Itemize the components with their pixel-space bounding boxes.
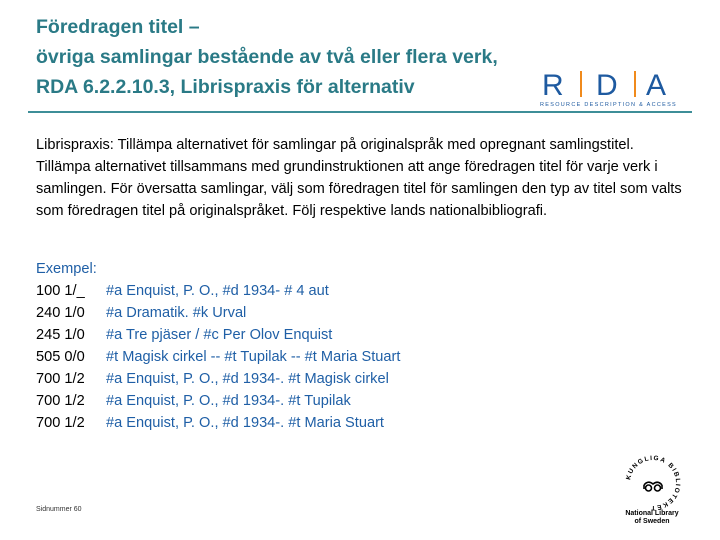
body-paragraph: Librispraxis: Tillämpa alternativet för samlingar på originalspråk med opregnant samlingstitel. Tillämpa alternativet tillsammans med grundinstruktionen att ange föredragen titel för varje verk i samlingen. För översatta samlingar, välj som föredragen titel för samlingen den typ av titel som valts som föredragen titel på originalspråket. Följ respektive lands nationalbibliografi. (36, 137, 682, 219)
kb-logo (612, 452, 692, 532)
example-label: Exempel: (36, 261, 97, 277)
example-row (36, 346, 686, 368)
page-number: Sidnummer 60 (36, 506, 82, 513)
marc-content: #a Enquist, P. O., #d 1934-. #t Magisk cirkel (106, 371, 389, 387)
title-line-1: Föredragen titel – (36, 16, 200, 38)
rda-letter-r: R (542, 69, 564, 100)
kb-book-icon (644, 482, 662, 491)
marc-content: #a Enquist, P. O., #d 1934-. #t Tupilak (106, 393, 351, 409)
marc-tag: 700 1/2 (36, 393, 85, 409)
rda-divider-2 (634, 71, 636, 97)
title-line-3: RDA 6.2.2.10.3, Librispraxis för alternativ (36, 76, 415, 98)
example-row (36, 412, 686, 434)
marc-tag: 700 1/2 (36, 415, 85, 431)
rda-tagline: RESOURCE DESCRIPTION & ACCESS (540, 102, 678, 108)
marc-tag: 245 1/0 (36, 327, 85, 343)
example-row (36, 368, 686, 390)
marc-tag: 700 1/2 (36, 371, 85, 387)
marc-content: #a Enquist, P. O., #d 1934- # 4 aut (106, 283, 329, 299)
marc-tag: 240 1/0 (36, 305, 85, 321)
marc-content: #a Dramatik. #k Urval (106, 305, 247, 321)
kb-seal-icon (622, 452, 684, 514)
rda-logo (538, 68, 680, 112)
marc-tag: 100 1/_ (36, 283, 85, 299)
kb-ring-text: KUNGLIGA BIBLIOTEKET (625, 454, 682, 512)
marc-content: #t Magisk cirkel -- #t Tupilak -- #t Maria Stuart (106, 349, 401, 365)
kb-caption-line-2: of Sweden (634, 518, 670, 525)
example-row (36, 324, 686, 346)
rda-letter-d: D (596, 69, 618, 100)
rda-letter-a: A (646, 69, 667, 100)
example-row (36, 280, 686, 302)
marc-content: #a Enquist, P. O., #d 1934-. #t Maria Stuart (106, 415, 384, 431)
example-block (36, 258, 686, 434)
rda-divider-1 (580, 71, 582, 97)
marc-content: #a Tre pjäser / #c Per Olov Enquist (106, 327, 333, 343)
kb-caption-line-1: National Library (625, 510, 679, 517)
rda-letters-graphic (538, 68, 680, 100)
kb-caption (612, 510, 692, 526)
example-row (36, 302, 686, 324)
slide-title (36, 12, 536, 102)
example-row (36, 390, 686, 412)
title-line-2: övriga samlingar bestående av två eller flera verk, (36, 46, 498, 68)
title-divider (28, 111, 692, 113)
marc-tag: 505 0/0 (36, 349, 85, 365)
